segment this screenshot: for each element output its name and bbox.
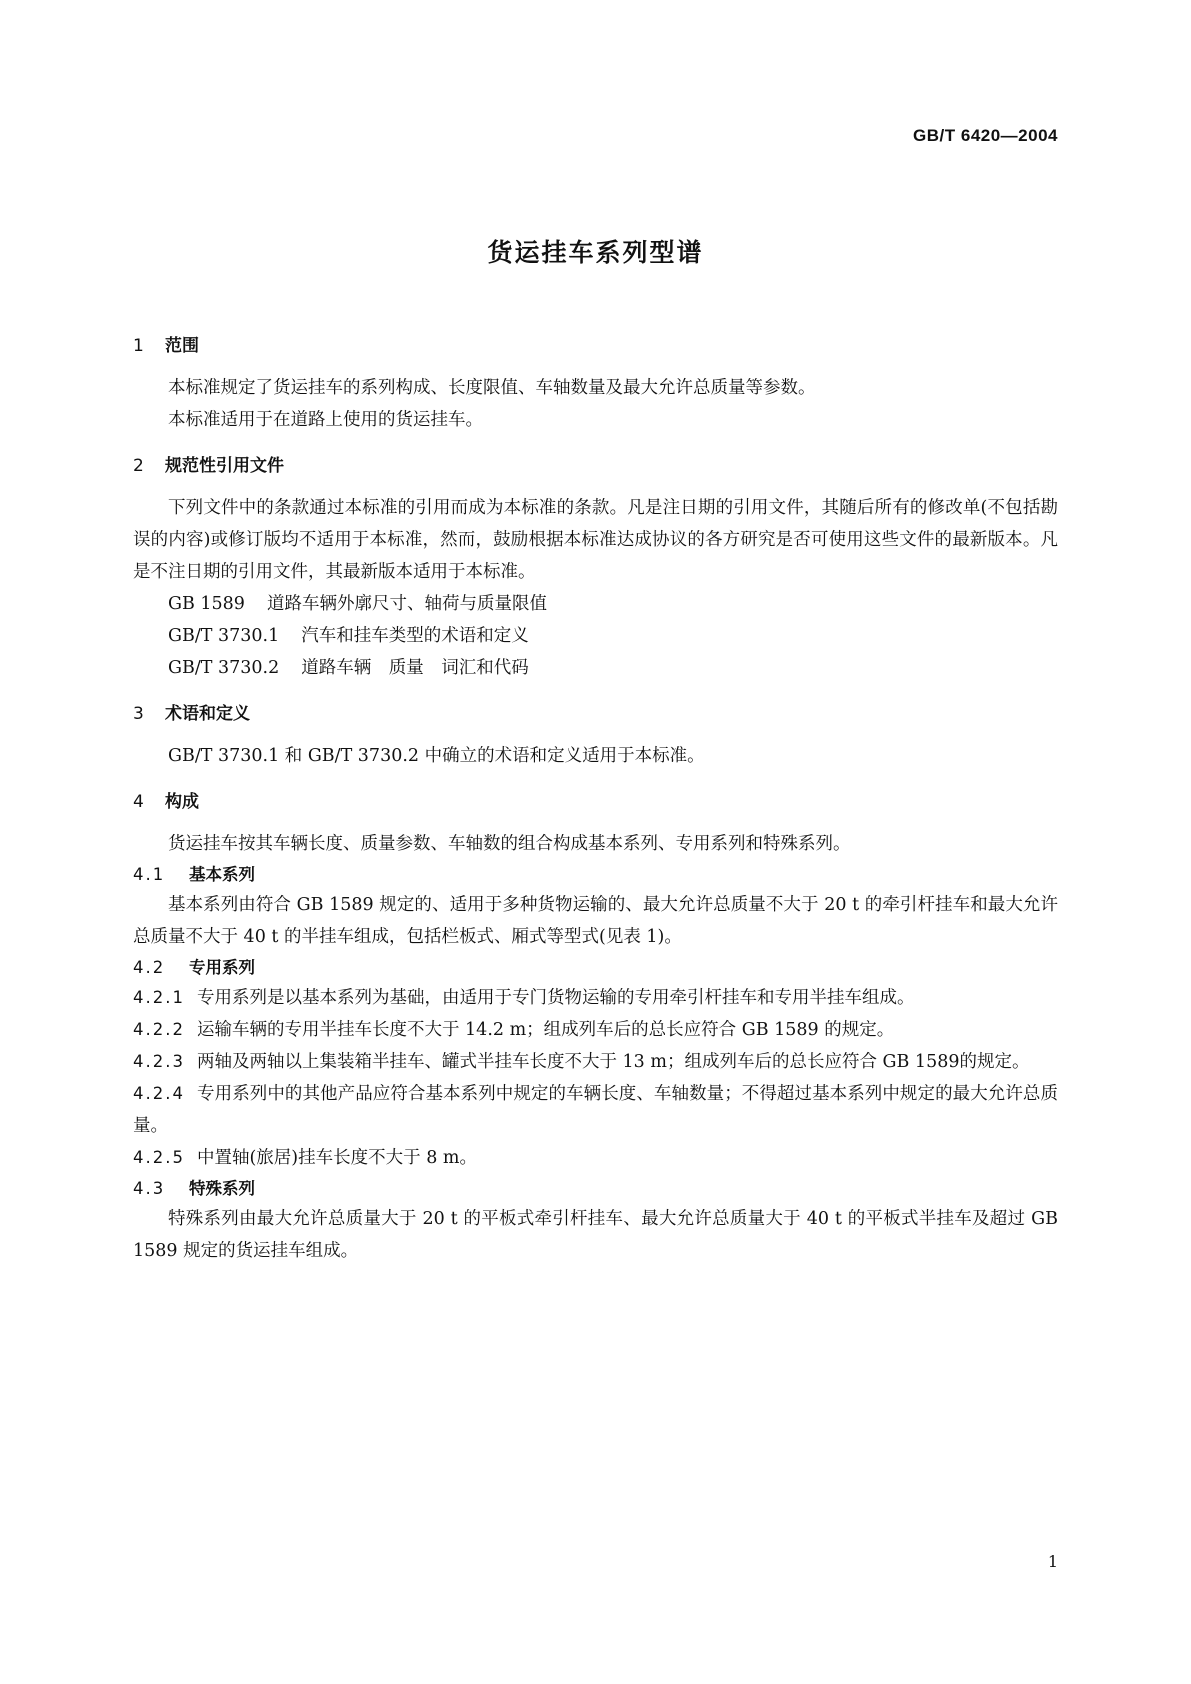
clause-4-2-4 — [133, 1078, 1058, 1142]
clause-text: 两轴及两轴以上集装箱半挂车、罐式半挂车长度不大于 13 m；组成列车后的总长应符合 GB 1589的规定。 — [196, 1052, 1030, 1072]
reference-item — [133, 652, 1058, 684]
clause-4-2-5 — [133, 1142, 1058, 1174]
reference-code: GB 1589 — [168, 594, 245, 614]
clause-4-2-3 — [133, 1046, 1058, 1078]
section-title: 规范性引用文件 — [165, 456, 284, 476]
section-heading-scope — [133, 330, 1058, 362]
scope-paragraph: 本标准规定了货运挂车的系列构成、长度限值、车轴数量及最大允许总质量等参数。 — [168, 378, 816, 398]
clause-number: 4.2.3 — [133, 1052, 185, 1071]
reference-title: 道路车辆外廓尺寸、轴荷与质量限值 — [266, 594, 547, 614]
terms-paragraph: GB/T 3730.1 和 GB/T 3730.2 中确立的术语和定义适用于本标准。 — [168, 746, 705, 766]
section-title: 术语和定义 — [165, 704, 250, 724]
reference-item — [133, 588, 1058, 620]
section-number: 2 — [133, 456, 144, 476]
references-intro: 下列文件中的条款通过本标准的引用而成为本标准的条款。凡是注日期的引用文件，其随后所有的修改单(不包括勘误的内容)或修订版均不适用于本标准，然而，鼓励根据本标准达成协议的各方研究是否可使用这些文件的最新版本。凡是不注日期的引用文件，其最新版本适用于本标准。 — [133, 498, 1058, 582]
document-title: 货运挂车系列型谱 — [487, 238, 704, 267]
reference-code: GB/T 3730.1 — [168, 626, 280, 646]
clause-text: 专用系列是以基本系列为基础，由适用于专门货物运输的专用牵引杆挂车和专用半挂车组成。 — [196, 988, 915, 1008]
clause-number: 4.2.4 — [133, 1084, 185, 1103]
clause-4-2-2 — [133, 1014, 1058, 1046]
subsection-heading-basic-series — [133, 860, 1058, 889]
section-heading-terms — [133, 698, 1058, 730]
page-number: 1 — [1047, 1552, 1058, 1571]
clause-number: 4.2.2 — [133, 1020, 185, 1039]
scope-paragraph: 本标准适用于在道路上使用的货运挂车。 — [168, 410, 483, 430]
reference-title: 汽车和挂车类型的术语和定义 — [301, 626, 529, 646]
subsection-heading-special-series — [133, 1174, 1058, 1203]
composition-paragraph: 货运挂车按其车辆长度、质量参数、车轴数的组合构成基本系列、专用系列和特殊系列。 — [168, 834, 851, 854]
subsection-title: 特殊系列 — [189, 1179, 255, 1198]
clause-text: 专用系列中的其他产品应符合基本系列中规定的车辆长度、车轴数量；不得超过基本系列中规定的最大允许总质量。 — [133, 1084, 1058, 1136]
standard-code: GB/T 6420—2004 — [913, 126, 1058, 145]
clause-number: 4.2.1 — [133, 988, 185, 1007]
section-title: 构成 — [165, 792, 199, 812]
clause-text: 运输车辆的专用半挂车长度不大于 14.2 m；组成列车后的总长应符合 GB 1589 的规定。 — [196, 1020, 895, 1040]
clause-number: 4.2.5 — [133, 1148, 185, 1167]
subsection-heading-special-purpose-series — [133, 953, 1058, 982]
section-heading-composition — [133, 786, 1058, 818]
subsection-title: 专用系列 — [189, 958, 255, 977]
special-series-paragraph: 特殊系列由最大允许总质量大于 20 t 的平板式牵引杆挂车、最大允许总质量大于 40 t 的平板式半挂车及超过 GB 1589 规定的货运挂车组成。 — [133, 1209, 1058, 1261]
clause-4-2-1 — [133, 982, 1058, 1014]
subsection-title: 基本系列 — [189, 865, 255, 884]
section-number: 1 — [133, 336, 144, 356]
reference-item — [133, 620, 1058, 652]
reference-title: 道路车辆 质量 词汇和代码 — [301, 658, 529, 678]
section-heading-normative-references — [133, 450, 1058, 482]
section-title: 范围 — [165, 336, 199, 356]
section-number: 3 — [133, 704, 144, 724]
reference-code: GB/T 3730.2 — [168, 658, 280, 678]
clause-text: 中置轴(旅居)挂车长度不大于 8 m。 — [196, 1148, 477, 1168]
section-number: 4 — [133, 792, 144, 812]
document-body — [133, 330, 1058, 1267]
subsection-number: 4.1 — [133, 865, 166, 884]
subsection-number: 4.3 — [133, 1179, 166, 1198]
subsection-number: 4.2 — [133, 958, 166, 977]
basic-series-paragraph: 基本系列由符合 GB 1589 规定的、适用于多种货物运输的、最大允许总质量不大于 20 t 的牵引杆挂车和最大允许总质量不大于 40 t 的半挂车组成，包括栏板式、厢式等型式(见表 1)。 — [133, 895, 1058, 947]
